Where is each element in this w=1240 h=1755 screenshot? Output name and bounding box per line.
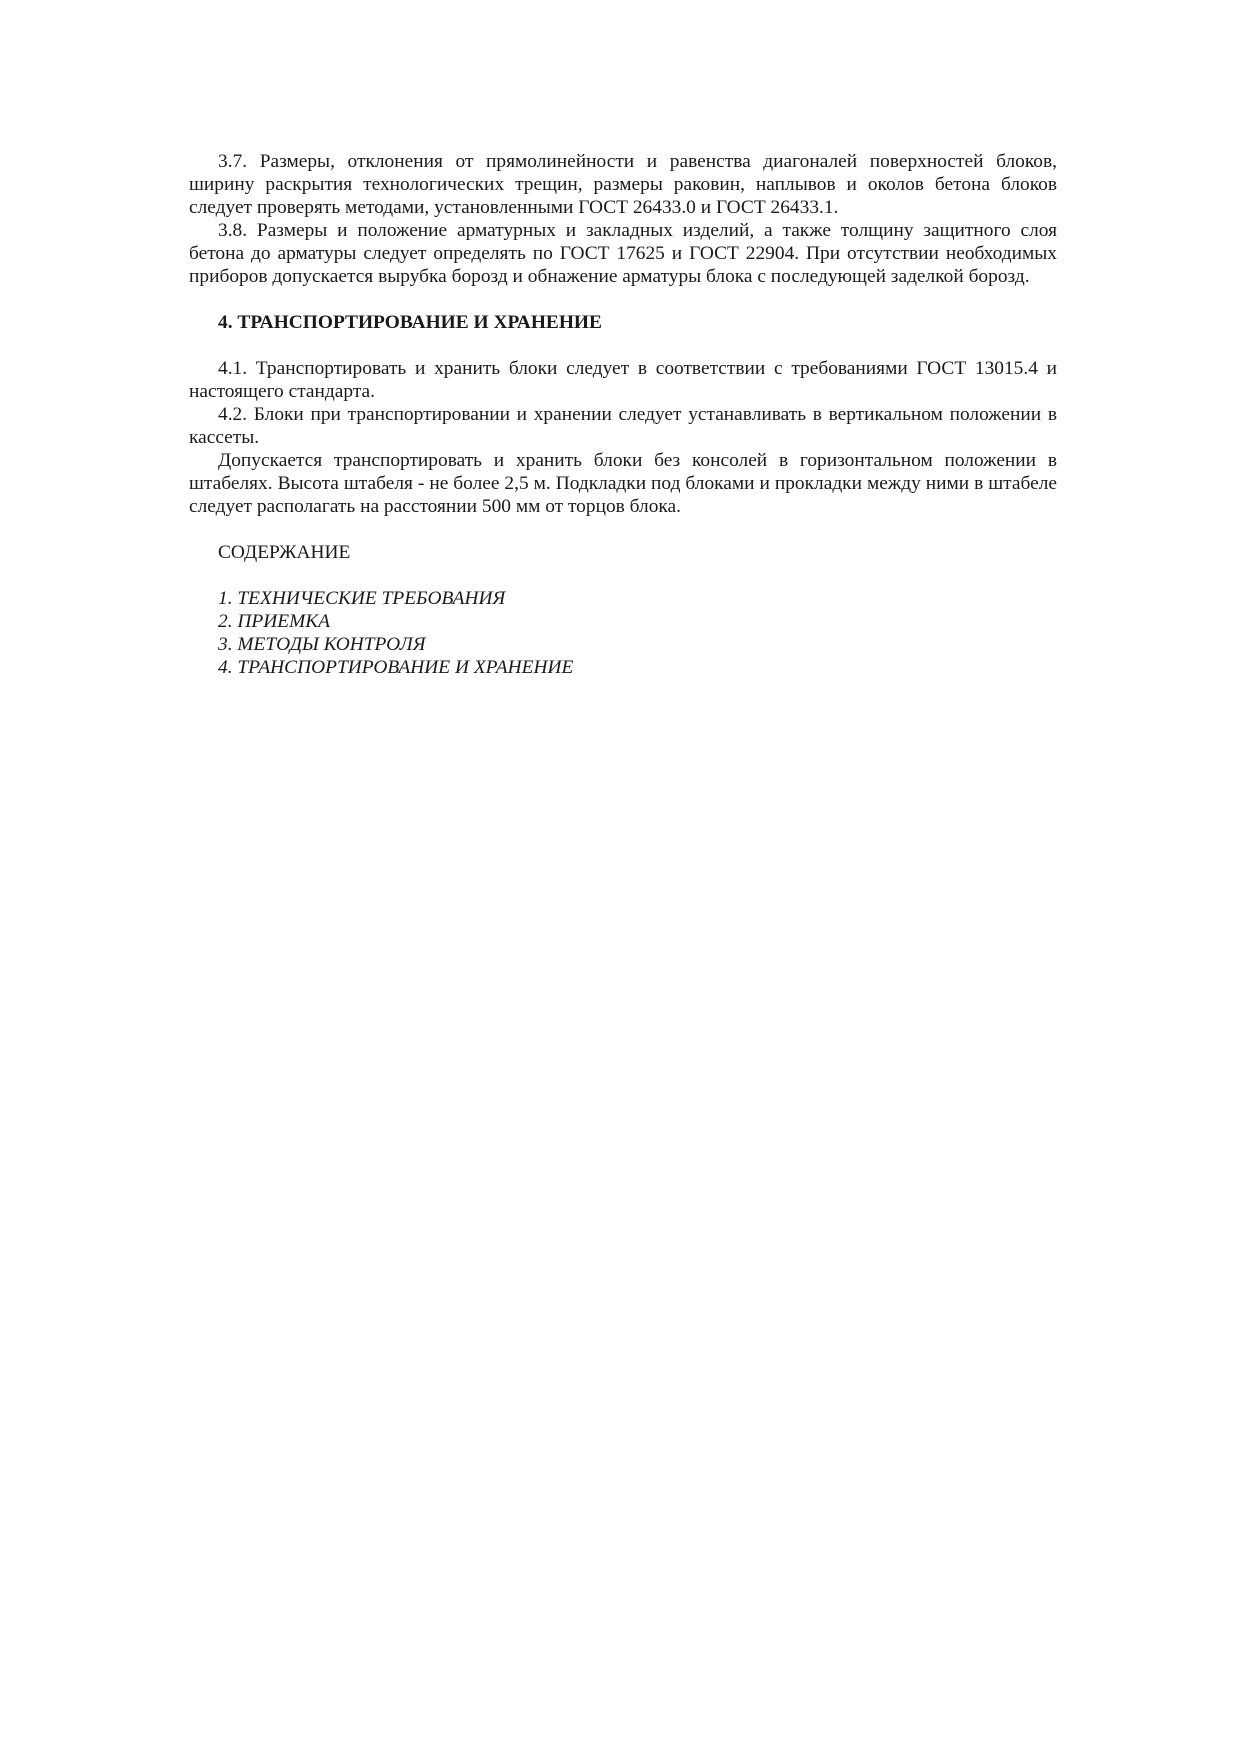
paragraph-3-8: 3.8. Размеры и положение арматурных и закладных изделий, а также толщину защитного слоя бетона до арматуры следует определять по ГОСТ 17625 и ГОСТ 22904. При отсутствии необходимых приборов допускается вырубка борозд и обнажение арматуры блока с последующей заделкой борозд. [189,220,1057,287]
section-heading-4: 4. ТРАНСПОРТИРОВАНИЕ И ХРАНЕНИЕ [218,312,602,333]
toc-item-3[interactable]: 3. МЕТОДЫ КОНТРОЛЯ [218,634,426,655]
paragraph-3-7: 3.7. Размеры, отклонения от прямолинейности и равенства диагоналей поверхностей блоков, ширину раскрытия технологических трещин, размеры раковин, наплывов и околов бетона блоков следует проверять методами, установленными ГОСТ 26433.0 и ГОСТ 26433.1. [189,151,1057,218]
toc-item-1[interactable]: 1. ТЕХНИЧЕСКИЕ ТРЕБОВАНИЯ [218,588,506,609]
toc-title: СОДЕРЖАНИЕ [218,542,351,563]
paragraph-4-2-continued: Допускается транспортировать и хранить блоки без консолей в горизонтальном положении в штабелях. Высота штабеля - не более 2,5 м. Подкладки под блоками и прокладки между ними в штабеле следует располагать на расстоянии 500 мм от торцов блока. [189,450,1057,517]
paragraph-4-1: 4.1. Транспортировать и хранить блоки следует в соответствии с требованиями ГОСТ 13015.4 и настоящего стандарта. [189,358,1057,402]
toc-item-4[interactable]: 4. ТРАНСПОРТИРОВАНИЕ И ХРАНЕНИЕ [218,657,574,678]
toc-item-2[interactable]: 2. ПРИЕМКА [218,611,330,632]
paragraph-4-2: 4.2. Блоки при транспортировании и хранении следует устанавливать в вертикальном положении в кассеты. [189,404,1057,448]
toc-list [189,587,1057,679]
document-page [189,150,1057,679]
